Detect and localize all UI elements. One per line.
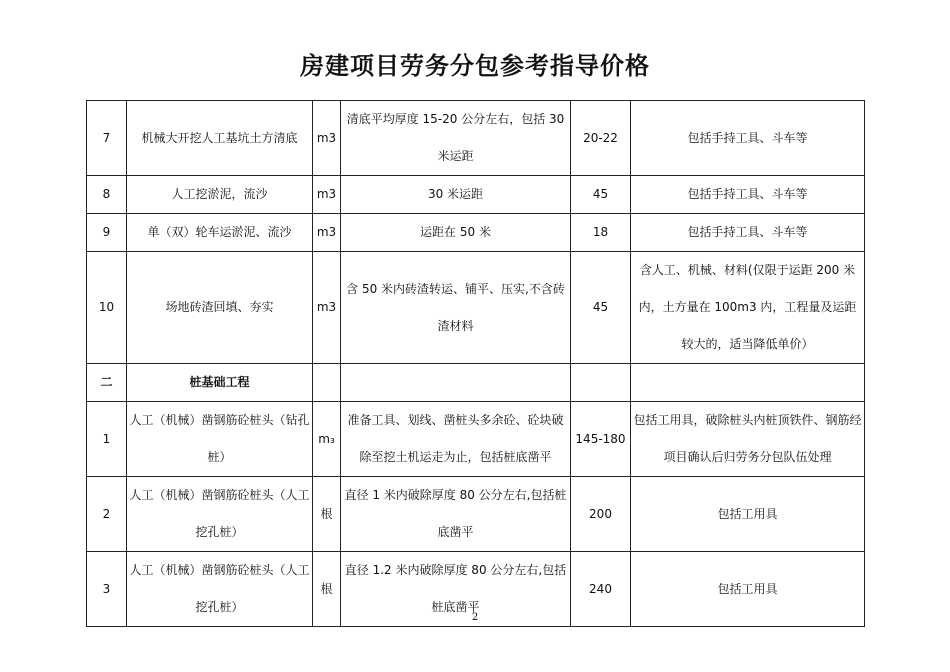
table-row — [87, 252, 865, 364]
row-number: 1 — [87, 402, 127, 477]
unit-cell — [313, 364, 341, 402]
unit-cell: 根 — [313, 552, 341, 627]
note-cell: 包括工用具 — [631, 477, 865, 552]
unit-cell: m3 — [313, 214, 341, 252]
unit-cell: m₃ — [313, 402, 341, 477]
price-cell — [571, 364, 631, 402]
item-name: 场地砖渣回填、夯实 — [127, 252, 313, 364]
unit-cell: 根 — [313, 477, 341, 552]
row-number: 7 — [87, 101, 127, 176]
table-row — [87, 477, 865, 552]
section-title: 桩基础工程 — [127, 364, 313, 402]
note-cell — [631, 364, 865, 402]
table-row — [87, 176, 865, 214]
description-cell: 30 米运距 — [341, 176, 571, 214]
note-cell: 包括工用具 — [631, 552, 865, 627]
note-cell: 包括手持工具、斗车等 — [631, 101, 865, 176]
section-number: 二 — [87, 364, 127, 402]
price-cell: 20-22 — [571, 101, 631, 176]
price-cell: 45 — [571, 176, 631, 214]
row-number: 2 — [87, 477, 127, 552]
description-cell: 直径 1 米内破除厚度 80 公分左右,包括桩底凿平 — [341, 477, 571, 552]
unit-cell: m3 — [313, 176, 341, 214]
row-number: 9 — [87, 214, 127, 252]
price-table — [86, 100, 865, 627]
unit-cell: m3 — [313, 252, 341, 364]
item-name: 单（双）轮车运淤泥、流沙 — [127, 214, 313, 252]
row-number: 3 — [87, 552, 127, 627]
unit-cell: m3 — [313, 101, 341, 176]
price-cell: 145-180 — [571, 402, 631, 477]
item-name: 机械大开挖人工基坑土方清底 — [127, 101, 313, 176]
row-number: 8 — [87, 176, 127, 214]
table-row — [87, 101, 865, 176]
description-cell — [341, 364, 571, 402]
description-cell: 含 50 米内砖渣转运、铺平、压实,不含砖渣材料 — [341, 252, 571, 364]
item-name: 人工挖淤泥，流沙 — [127, 176, 313, 214]
price-cell: 240 — [571, 552, 631, 627]
item-name: 人工（机械）凿钢筋砼桩头（人工挖孔桩） — [127, 477, 313, 552]
price-cell: 200 — [571, 477, 631, 552]
price-cell: 45 — [571, 252, 631, 364]
table-row — [87, 402, 865, 477]
note-cell: 包括手持工具、斗车等 — [631, 176, 865, 214]
table-row — [87, 214, 865, 252]
price-cell: 18 — [571, 214, 631, 252]
note-cell: 含人工、机械、材料(仅限于运距 200 米内，土方量在 100m3 内，工程量及运距较大的，适当降低单价） — [631, 252, 865, 364]
description-cell: 直径 1.2 米内破除厚度 80 公分左右,包括桩底凿平 — [341, 552, 571, 627]
row-number: 10 — [87, 252, 127, 364]
item-name: 人工（机械）凿钢筋砼桩头（人工挖孔桩） — [127, 552, 313, 627]
item-name: 人工（机械）凿钢筋砼桩头（钻孔桩） — [127, 402, 313, 477]
note-cell: 包括工用具，破除桩头内桩顶铁件、钢筋经项目确认后归劳务分包队伍处理 — [631, 402, 865, 477]
note-cell: 包括手持工具、斗车等 — [631, 214, 865, 252]
page-number: 2 — [471, 612, 479, 623]
section-header-row — [87, 364, 865, 402]
description-cell: 运距在 50 米 — [341, 214, 571, 252]
description-cell: 清底平均厚度 15-20 公分左右，包括 30 米运距 — [341, 101, 571, 176]
document-title: 房建项目劳务分包参考指导价格 — [300, 52, 650, 80]
description-cell: 准备工具、划线、凿桩头多余砼、砼块破除至挖土机运走为止，包括桩底凿平 — [341, 402, 571, 477]
